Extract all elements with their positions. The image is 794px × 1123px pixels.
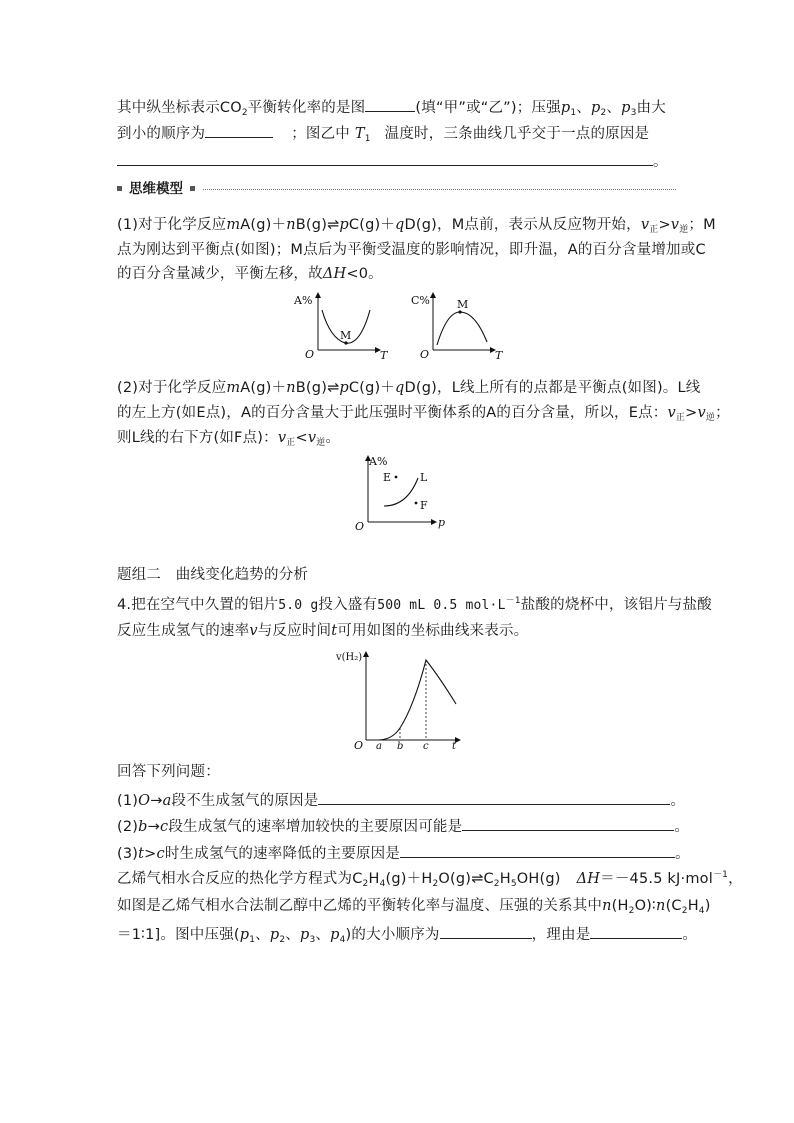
text: 盐酸的烧杯中，该铝片与盐酸 [520,597,712,613]
text: 。 [675,846,690,862]
origin-label: O [420,348,430,361]
text: 投入盛有 [318,597,378,613]
intro-line-1 [117,96,666,118]
subscript: 5 [510,879,517,889]
y-label: v(H₂) [336,652,363,663]
model2-line-2 [117,403,730,423]
text: 题组二 曲线变化趋势的分析 [117,567,309,583]
text: 与反应时间 [257,623,332,639]
text: O(g)⇌C [438,871,494,887]
answer-blank[interactable] [400,842,675,858]
text: A(g)＋ [240,217,287,233]
x-label: T [380,349,388,362]
q4-line-2 [117,621,528,641]
answer-blank[interactable] [117,150,653,166]
text: 的百分含量减少，平衡左移，故 [117,266,323,282]
text: 。 [670,793,686,809]
var: v [640,217,650,233]
subscript: 1 [570,108,577,118]
rate-curve [366,660,456,740]
subscript: 逆 [679,225,689,235]
arrow-icon: → [150,793,163,809]
graph-c-percent-vs-t [411,290,525,365]
subscript: 正 [286,438,296,448]
point-f-label: F [420,499,428,512]
var: v [249,623,258,639]
dotted-rule [203,189,676,190]
subscript: 逆 [316,438,326,448]
y-axis-arrow-icon [430,292,436,298]
section-title: 思维模型 [129,181,183,197]
text: 时生成氢气的速率降低的主要原因是 [164,846,401,862]
text: 平衡转化率的是图 [247,100,366,116]
text: 段生成氢气的速率增加较快的主要原因可能是 [168,819,463,835]
answer-blank[interactable] [205,122,273,138]
text: 、 [315,927,331,943]
text: ，M点前，表示从反应物开始， [437,217,641,233]
text: (g)＋H [385,871,433,887]
text: <0。 [346,266,383,282]
answer-q3 [117,842,690,864]
text: 其中纵坐标表示CO [117,100,242,116]
arrow-icon: → [147,819,160,835]
answer-blank[interactable] [590,923,682,939]
var: v [277,430,287,446]
square-bullet-icon [190,186,195,191]
superscript: －1 [505,596,521,607]
text: 。 [325,430,341,446]
subscript: 4 [379,879,386,889]
subscript: 逆 [705,413,716,423]
text: > [658,217,671,233]
text: )的大小顺序为 [345,927,440,943]
var: v [697,405,706,421]
text: 。 [682,927,698,943]
var: ΔH [576,871,601,887]
intro-line-2 [117,122,649,144]
subscript: 2 [432,879,439,889]
var: p [330,927,340,943]
var: p [339,380,349,396]
text: 可用如图的坐标曲线来表示。 [337,623,529,639]
origin-label: O [305,348,315,361]
equilibrium-arrow-icon: ⇌ [327,380,340,396]
subscript: 正 [675,413,686,423]
text: < [295,430,308,446]
text: B(g) [295,380,328,396]
equilibrium-arrow-icon: ⇌ [327,217,340,233]
x-label: T [495,349,503,362]
text: ) [704,898,711,914]
y-label: A% [294,294,313,307]
text: C(g)＋ [348,217,396,233]
var: b [138,819,148,835]
origin-label: O [355,520,365,533]
text: C(g)＋ [348,380,396,396]
text: 反应生成氢气的速率 [117,623,250,639]
line-label: L [420,471,428,484]
origin-label: O [354,739,364,752]
answer-blank[interactable] [440,923,532,939]
y-label: C% [411,294,430,307]
point-e-marker [395,476,398,479]
text: 段不生成氢气的原因是 [171,793,319,809]
var: q [395,217,405,233]
text: 。 [674,819,690,835]
subscript: 3 [630,108,637,118]
ethylene-line-2 [117,896,711,916]
text: (H [611,898,629,914]
y-axis-arrow-icon [363,651,369,657]
text: H [368,871,380,887]
ethylene-line-3 [117,923,697,945]
text: OH(g) [516,871,561,887]
text: 点为刚达到平衡点(如图)；M点后为平衡受温度的影响情况，即升温，A的百分含量增加或C [117,242,706,258]
text: > [144,846,157,862]
subscript: 正 [649,225,659,235]
intro-line-3 [117,150,668,172]
point-label: M [457,298,469,311]
var: v [307,430,317,446]
text: ＝1∶1]。图中压强( [117,927,240,943]
var: m [226,380,241,396]
subscript: 4 [339,935,346,945]
subscript: 2 [362,879,369,889]
text: ，理由是 [531,927,591,943]
model1-line-2 [117,240,706,260]
text: 5.0 g [278,598,319,613]
subscript: 1 [249,935,256,945]
var: a [162,793,172,809]
text: B(g) [295,217,328,233]
text: A(g)＋ [240,380,287,396]
point-f-marker [415,502,418,505]
var: p [269,927,280,943]
text: ； [715,405,730,421]
x-label: p [438,516,446,529]
subscript: 2 [628,906,635,916]
text: 、 [255,927,270,943]
subscript: 2 [241,108,248,118]
ethylene-line-1 [117,869,743,889]
text: H [687,898,699,914]
answer-q2 [117,815,689,837]
text: ，L线上所有的点都是平衡点(如图)。L线 [437,380,701,396]
point-label: M [340,329,352,342]
superscript: －1 [712,870,729,881]
var: T [354,126,365,142]
text: 如图是乙烯气相水合法制乙醇中乙烯的平衡转化率与温度、压强的关系其中 [117,898,603,914]
text: ， [728,871,743,887]
answer-blank[interactable] [318,789,670,805]
subscript: 4 [698,906,705,916]
var: p [239,927,250,943]
var: c [159,819,169,835]
graph-a-percent-vs-p [352,452,462,537]
text: (2)对于化学反应 [117,380,227,396]
text: (3) [117,846,139,862]
group2-title [117,565,308,585]
var: n [602,898,612,914]
subscript: 2 [279,935,286,945]
answer-blank[interactable] [365,96,415,112]
var: O [138,793,151,809]
text: 、 [576,100,591,116]
text: ；图乙中 [291,126,351,142]
text: 4.把在空气中久置的铝片 [117,597,279,613]
text: 500 mL 0.5 mol·L [377,598,506,613]
curve [437,312,487,345]
subscript: 2 [600,108,607,118]
graph-a-percent-vs-t [294,290,410,365]
x-axis-arrow-icon [431,519,437,525]
text: > [685,405,698,421]
var: c [156,846,165,862]
text: 的左上方(如E点)，A的百分含量大于此压强时平衡体系的A的百分含量，所以，E点： [117,405,668,421]
text: 到小的顺序为 [117,126,206,142]
text: D(g) [404,380,438,396]
tick-c: c [423,741,429,752]
var: p [339,217,349,233]
section-header [117,179,676,199]
var: t [331,623,338,639]
text: (2) [117,819,139,835]
text: 由大 [636,100,666,116]
var: n [656,898,666,914]
model1-line-1 [117,215,716,235]
var: n [286,380,296,396]
text: (填“甲”或“乙”)；压强 [415,100,561,116]
text: ＝－45.5 kJ·mol [600,871,713,887]
q4-line-1 [117,595,712,616]
text: (1)对于化学反应 [117,217,227,233]
tick-a: a [376,741,382,752]
text: 、 [285,927,300,943]
text: 则L线的右下方(如F点)： [117,430,278,446]
tick-b: b [397,741,404,752]
text: 、 [606,100,622,116]
y-label: A% [369,455,388,468]
text: (C [665,898,682,914]
text: ；M [688,217,716,233]
text: 乙烯气相水合反应的热化学方程式为C [117,871,363,887]
answers-intro [117,762,220,782]
var: p [590,100,601,116]
subscript: 1 [364,134,371,144]
text: 温度时，三条曲线几乎交于一点的原因是 [384,126,650,142]
x-label: t [452,741,457,752]
square-bullet-icon [117,186,122,191]
y-axis-arrow-icon [315,292,321,298]
var: n [286,217,296,233]
text: D(g) [404,217,438,233]
var: q [395,380,405,396]
var: p [621,100,631,116]
graph-rate-vs-time [336,648,470,753]
text: H [499,871,511,887]
answer-blank[interactable] [462,815,674,831]
text: 。 [653,154,668,170]
text: 回答下列问题： [117,764,220,780]
text: (1) [117,793,139,809]
point-e-label: E [383,471,392,484]
var: v [667,405,676,421]
var: p [300,927,310,943]
model1-line-3 [117,264,383,284]
var: ΔH [322,266,347,282]
var: v [670,217,680,233]
var: p [560,100,571,116]
subscript: 2 [681,906,688,916]
var: m [226,217,241,233]
subscript: 3 [309,935,316,945]
model2-line-1 [117,378,701,398]
subscript: 2 [493,879,500,889]
answer-q1 [117,789,685,811]
model2-line-3 [117,428,340,448]
var: t [138,846,145,862]
text: O)∶ [634,898,657,914]
